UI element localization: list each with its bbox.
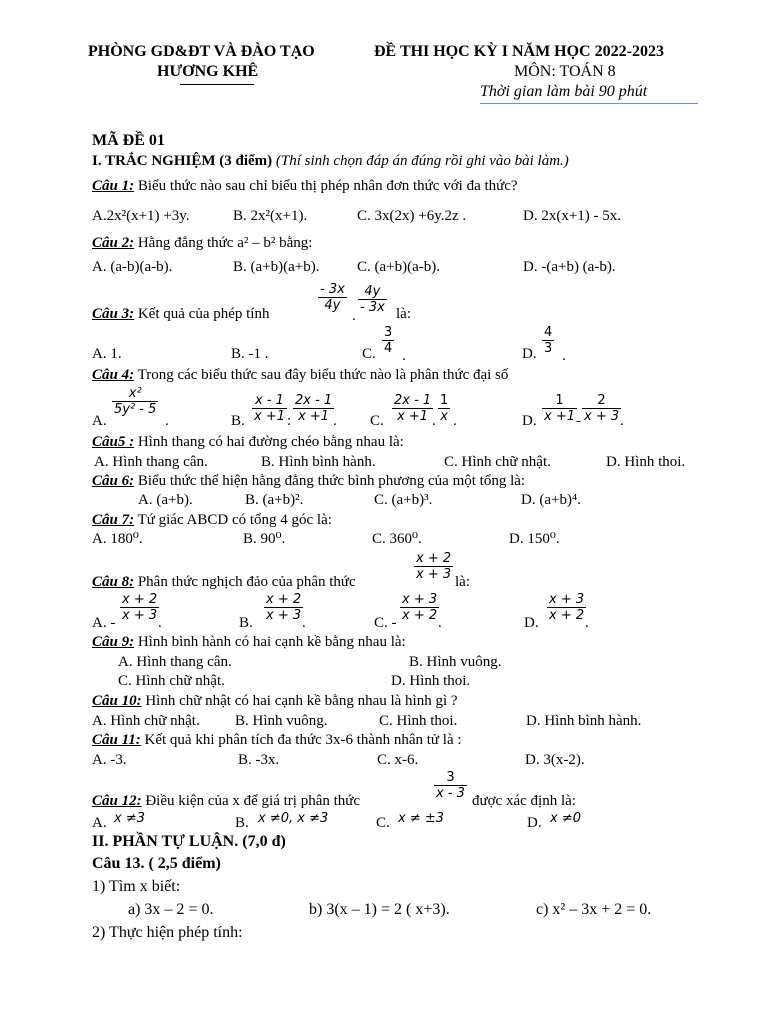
q6-option-c: C. (a+b)³. xyxy=(374,492,433,508)
fraction-numerator: 4 xyxy=(544,325,553,340)
q6-option-b: B. (a+b)². xyxy=(245,492,304,508)
question-label: Câu 6: xyxy=(92,473,135,489)
question-2 xyxy=(92,234,312,252)
q3-option-a: A. 1. xyxy=(92,346,122,362)
q6-option-d: D. (a+b)⁴. xyxy=(521,492,581,508)
q4-option-c: C. xyxy=(370,413,384,429)
q12-tail: được xác định là: xyxy=(472,793,576,809)
question-label: Câu 1: xyxy=(92,178,135,194)
question-text: Tứ giác ABCD có tổng 4 góc là: xyxy=(134,512,332,528)
q11-option-b: B. -3x. xyxy=(238,752,280,768)
q11-option-a: A. -3. xyxy=(92,752,127,768)
fraction-numerator: 3 xyxy=(446,770,455,785)
fraction-numerator: x + 3 xyxy=(402,592,438,607)
fraction-numerator: - 3x xyxy=(320,282,345,297)
question-text: Trong các biểu thức sau đây biểu thức nào là phân thức đại số xyxy=(134,367,509,383)
question-label: Câu5 : xyxy=(92,434,135,450)
exam-code: MÃ ĐỀ 01 xyxy=(92,132,165,149)
fraction-denominator: 3 xyxy=(544,341,553,356)
q4-option-d-dot: . xyxy=(620,413,624,429)
q7-option-a: A. 180⁰. xyxy=(92,531,143,547)
q12-option-b-value: x ≠0, x ≠3 xyxy=(258,811,329,826)
department-line-2: HƯƠNG KHÊ xyxy=(157,63,259,80)
question-11 xyxy=(92,731,462,749)
header-underline-right xyxy=(480,103,698,104)
q2-option-a: A. (a-b)(a-b). xyxy=(92,259,173,275)
fraction-numerator: 1 xyxy=(440,393,449,408)
q4-option-b-dot: . xyxy=(333,413,337,429)
fraction-denominator: x +1 xyxy=(544,409,575,424)
fraction-numerator: x + 2 xyxy=(266,592,302,607)
q12-option-a-value: x ≠3 xyxy=(114,811,145,826)
fraction-denominator: x xyxy=(438,408,450,424)
q3-option-c: C. xyxy=(362,346,376,362)
q13-item-a: a) 3x – 2 = 0. xyxy=(128,901,214,918)
q9-option-a: A. Hình thang cân. xyxy=(118,654,232,670)
question-label: Câu 8: xyxy=(92,574,135,590)
fraction-numerator: 2 xyxy=(597,393,606,408)
question-label: Câu 9: xyxy=(92,634,135,650)
q4-option-a-fraction xyxy=(112,386,158,417)
q12-option-d-value: x ≠0 xyxy=(550,811,581,826)
question-text: Kết quả của phép tính xyxy=(134,306,270,322)
fraction-numerator: x + 2 xyxy=(122,592,158,607)
q3-dot: . xyxy=(352,308,356,324)
q9-option-c: C. Hình chữ nhật. xyxy=(118,673,225,689)
q3-option-c-fraction xyxy=(382,325,394,356)
q3-option-d-fraction xyxy=(542,325,554,356)
q3-option-d-dot: . xyxy=(562,348,566,364)
q12-option-b: B. xyxy=(235,815,249,831)
q8-option-b-fraction xyxy=(264,592,303,623)
fraction-denominator: x + 2 xyxy=(402,608,438,623)
fraction-denominator: - 3x xyxy=(360,300,385,315)
q9-option-b: B. Hình vuông. xyxy=(409,654,502,670)
q8-option-a-dot: . xyxy=(158,615,162,631)
q7-option-b: B. 90⁰. xyxy=(243,531,286,547)
q4-option-d: D. xyxy=(522,413,537,429)
time-line: Thời gian làm bài 90 phút xyxy=(480,83,648,100)
fraction-numerator: 3 xyxy=(384,325,393,340)
q8-tail: là: xyxy=(455,574,470,590)
question-label: Câu 4: xyxy=(92,367,135,383)
q4-option-c-dot: . xyxy=(432,413,436,429)
question-text: Hằng đẳng thức a² – b² bằng: xyxy=(134,235,313,251)
q12-option-c-value: x ≠ ±3 xyxy=(398,811,445,826)
q8-option-d: D. xyxy=(524,615,539,631)
subject-line: MÔN: TOÁN 8 xyxy=(514,63,616,80)
q6-option-a: A. (a+b). xyxy=(138,492,193,508)
fraction-denominator: x + 2 xyxy=(549,608,585,623)
fraction-denominator: x +1 xyxy=(254,409,285,424)
q5-option-d: D. Hình thoi. xyxy=(606,454,686,470)
q9-option-d: D. Hình thoi. xyxy=(391,673,471,689)
question-6 xyxy=(92,472,525,490)
question-10 xyxy=(92,692,458,710)
q4-option-b: B. xyxy=(231,413,245,429)
fraction-denominator: 4 xyxy=(384,341,393,356)
fraction-numerator: 2x - 1 xyxy=(295,393,333,408)
q4-option-b-fraction-1 xyxy=(252,393,287,424)
q7-option-d: D. 150⁰. xyxy=(509,531,560,547)
fraction-numerator: x² xyxy=(128,386,142,401)
fraction-denominator: 5y² - 5 xyxy=(114,402,157,417)
q12-fraction xyxy=(434,770,467,801)
q11-option-c: C. x-6. xyxy=(377,752,419,768)
q10-option-a: A. Hình chữ nhật. xyxy=(92,713,200,729)
question-7 xyxy=(92,511,332,529)
q10-option-c: C. Hình thoi. xyxy=(379,713,458,729)
fraction-numerator: x + 3 xyxy=(549,592,585,607)
part1-title: I. TRẮC NGHIỆM (3 điểm) xyxy=(92,153,273,169)
part1-heading xyxy=(92,152,569,170)
q5-option-a: A. Hình thang cân. xyxy=(94,454,208,470)
fraction-denominator: x + 3 xyxy=(266,608,302,623)
question-text: Biểu thức thể hiện hằng đẳng thức bình phương của một tổng là: xyxy=(134,473,526,489)
part2-title: II. PHẦN TỰ LUẬN. (7,0 đ) xyxy=(92,833,286,850)
q8-option-c: C. - xyxy=(374,615,397,631)
q13-sub-2: 2) Thực hiện phép tính: xyxy=(92,924,243,941)
q8-option-a-fraction xyxy=(120,592,159,623)
q4-option-d-op: - xyxy=(576,413,581,429)
question-text: Phân thức nghịch đảo của phân thức xyxy=(134,574,356,590)
question-text: Hình chữ nhật có hai cạnh kề bằng nhau là hình gì ? xyxy=(141,693,458,709)
fraction-denominator: x - 3 xyxy=(436,786,465,801)
q10-option-b: B. Hình vuông. xyxy=(235,713,328,729)
q3-option-c-dot: . xyxy=(402,348,406,364)
part1-note: (Thí sinh chọn đáp án đúng rồi ghi vào bài làm.) xyxy=(275,153,569,169)
question-12 xyxy=(92,792,360,810)
fraction-numerator: 4y xyxy=(364,284,381,299)
q13-sub-1: 1) Tìm x biết: xyxy=(92,878,181,895)
question-9 xyxy=(92,633,406,651)
exam-title: ĐỀ THI HỌC KỲ I NĂM HỌC 2022-2023 xyxy=(374,43,664,60)
q4-option-d-fraction-2 xyxy=(582,393,621,424)
fraction-numerator: x - 1 xyxy=(255,393,284,408)
q5-option-b: B. Hình bình hành. xyxy=(261,454,376,470)
question-label: Câu 3: xyxy=(92,306,135,322)
question-text: Điều kiện của x để giá trị phân thức xyxy=(141,793,361,809)
question-label: Câu 10: xyxy=(92,693,142,709)
question-5 xyxy=(92,433,404,451)
question-text: Hình thang có hai đường chéo bằng nhau là: xyxy=(134,434,404,450)
department-line-1: PHÒNG GD&ĐT VÀ ĐÀO TẠO xyxy=(88,43,315,60)
q3-tail: là: xyxy=(396,306,411,322)
q12-option-a: A. xyxy=(92,815,107,831)
q4-option-c-dot-2: . xyxy=(453,413,457,429)
fraction-denominator: x + 3 xyxy=(584,409,620,424)
q13-item-c: c) x² – 3x + 2 = 0. xyxy=(536,901,652,918)
q8-option-d-dot: . xyxy=(585,615,589,631)
question-label: Câu 2: xyxy=(92,235,135,251)
question-4 xyxy=(92,366,508,384)
q1-option-b: B. 2x²(x+1). xyxy=(233,208,308,224)
question-3 xyxy=(92,305,269,323)
q3-option-d: D. xyxy=(522,346,537,362)
q1-option-d: D. 2x(x+1) - 5x. xyxy=(523,208,622,224)
question-8 xyxy=(92,573,356,591)
q8-option-d-fraction xyxy=(547,592,586,623)
fraction-numerator: x + 2 xyxy=(416,551,452,566)
q4-option-b-fraction-2 xyxy=(293,393,334,424)
question-label: Câu 11: xyxy=(92,732,141,748)
q4-option-a-dot: . xyxy=(165,413,169,429)
q4-option-a: A. xyxy=(92,413,107,429)
question-label: Câu 7: xyxy=(92,512,135,528)
question-text: Biểu thức nào sau chỉ biểu thị phép nhân đơn thức với đa thức? xyxy=(134,178,518,194)
q1-option-c: C. 3x(2x) +6y.2z . xyxy=(357,208,467,224)
q3-fraction-1 xyxy=(318,282,347,313)
q11-option-d: D. 3(x-2). xyxy=(525,752,585,768)
question-text: Hình bình hành có hai cạnh kề bằng nhau là: xyxy=(134,634,406,650)
fraction-denominator: x + 3 xyxy=(416,567,452,582)
fraction-denominator: x + 3 xyxy=(122,608,158,623)
fraction-numerator: 1 xyxy=(555,393,564,408)
fraction-denominator: x +1 xyxy=(392,408,433,424)
q4-option-d-fraction-1 xyxy=(542,393,577,424)
q7-option-c: C. 360⁰. xyxy=(372,531,422,547)
q2-option-c: C. (a+b)(a-b). xyxy=(357,259,441,275)
q13-item-b: b) 3(x – 1) = 2 ( x+3). xyxy=(309,901,450,918)
fraction-denominator: 4y xyxy=(318,297,347,313)
q3-option-b: B. -1 . xyxy=(231,346,269,362)
question-13-title: Câu 13. ( 2,5 điểm) xyxy=(92,855,221,872)
q2-option-d: D. -(a+b) (a-b). xyxy=(523,259,616,275)
q2-option-b: B. (a+b)(a+b). xyxy=(233,259,320,275)
q5-option-c: C. Hình chữ nhật. xyxy=(444,454,551,470)
q8-option-b-dot: . xyxy=(302,615,306,631)
q8-fraction xyxy=(414,551,453,582)
q4-option-b-op: : xyxy=(287,413,292,429)
q4-option-c-fraction-2 xyxy=(438,393,450,424)
question-label: Câu 12: xyxy=(92,793,142,809)
q3-fraction-2 xyxy=(358,284,387,315)
q4-option-c-fraction-1 xyxy=(392,393,433,424)
fraction-denominator: x +1 xyxy=(293,408,334,424)
q1-option-a: A.2x²(x+1) +3y. xyxy=(92,208,190,224)
question-1 xyxy=(92,177,518,195)
question-text: Kết quả khi phân tích đa thức 3x-6 thành nhân tử là : xyxy=(140,732,462,748)
q8-option-b: B. xyxy=(239,615,253,631)
q8-option-a: A. - xyxy=(92,615,116,631)
q8-option-c-dot: . xyxy=(438,615,442,631)
q12-option-d: D. xyxy=(527,815,542,831)
q10-option-d: D. Hình bình hành. xyxy=(526,713,642,729)
q8-option-c-fraction xyxy=(400,592,439,623)
header-underline-left xyxy=(180,84,254,85)
q12-option-c: C. xyxy=(376,815,390,831)
fraction-numerator: 2x - 1 xyxy=(394,393,432,408)
